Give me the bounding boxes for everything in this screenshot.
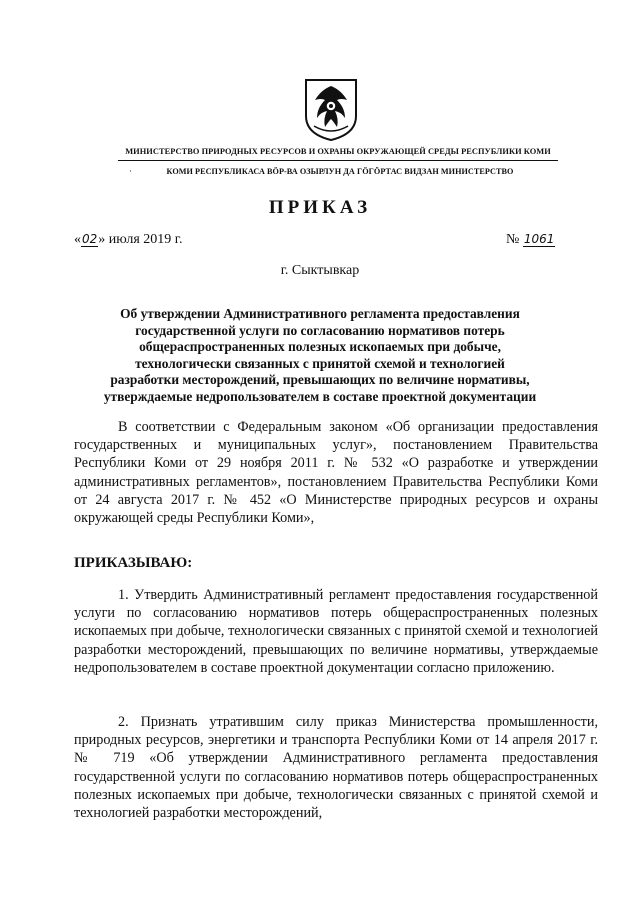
order-item-2: 2. Признать утратившим силу приказ Министерства промышленности, природных ресурсов, энергетики и транспорта Республики Коми от 14 апреля 2017 г. № 719 «Об утверждении Административного регламента предоставления государственной услуги по согласованию нормативов потерь общераспространенных полезных ископаемых при добыче, технологически связанных с принятой схемой и технологией разработки месторождений, <box>74 714 598 822</box>
header-dot: · <box>129 166 132 176</box>
header-divider <box>118 160 558 161</box>
ministry-name-komi: КОМИ РЕСПУБЛИКАСА ВӦР-ВА ОЗЫРЛУН ДА ГӦГӦРТАС ВИДЗАН МИНИСТЕРСТВО <box>166 167 514 176</box>
orders-heading: ПРИКАЗЫВАЮ: <box>74 555 193 571</box>
document-number <box>506 232 555 248</box>
preamble-paragraph: В соответствии с Федеральным законом «Об организации предоставления государственных и муниципальных услуг», постановлением Правительства Республики Коми от 29 ноября 2011 г. № 532 «О разработке и утверждении административных регламентов», постановлением Правительства Республики Коми от 24 августа 2017 г. № 452 «О Министерстве природных ресурсов и охраны окружающей среды Республики Коми», <box>74 419 598 527</box>
date-month-year: » июля 2019 г. <box>98 232 183 247</box>
number-handwritten: 1061 <box>523 232 555 246</box>
ministry-name-russian: МИНИСТЕРСТВО ПРИРОДНЫХ РЕСУРСОВ И ОХРАНЫ ОКРУЖАЮЩЕЙ СРЕДЫ РЕСПУБЛИКИ КОМИ <box>125 147 551 156</box>
document-city: г. Сыктывкар <box>280 263 360 278</box>
document-subject: Об утверждении Административного регламента предоставления государственной услуги по согласованию нормативов потерь общераспространенных полезных ископаемых при добыче, технологически связанных с принятой схемой и технологией разработки месторождений, превышающих по величине нормативы, утверждаемые недропользователем в составе проектной документации <box>103 306 537 404</box>
date-open-quote: « <box>74 232 81 247</box>
number-prefix: № <box>506 232 523 247</box>
document-title: ПРИКАЗ <box>268 197 372 218</box>
order-item-1: 1. Утвердить Административный регламент предоставления государственной услуги по согласованию нормативов потерь общераспространенных полезных ископаемых при добыче, технологически связанных с принятой схемой и технологией разработки месторождений, превышающих по величине нормативы, утверждаемые недропользователем в составе проектной документации согласно приложению. <box>74 587 598 676</box>
document-date <box>74 232 182 248</box>
date-day-handwritten: 02 <box>82 232 98 246</box>
coat-of-arms-komi-icon <box>302 76 360 142</box>
